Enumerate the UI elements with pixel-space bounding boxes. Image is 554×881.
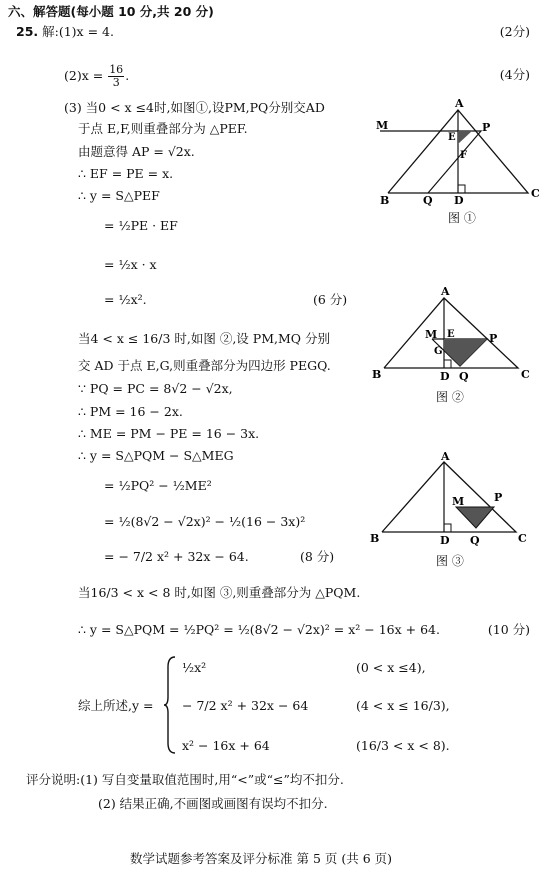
- p3-line6: = ½PE · EF: [104, 218, 178, 233]
- p3-line1: (3) 当0 < x ≤4时,如图①,设PM,PQ分别交AD: [64, 100, 325, 115]
- q25-p2-post: .: [125, 68, 130, 83]
- fig2-caption: 图 ②: [436, 390, 464, 404]
- figure-3: [368, 452, 548, 552]
- summary-label: 综上所述,y =: [78, 698, 154, 713]
- case1-cond: (0 < x ≤4),: [356, 660, 426, 675]
- fig1-label-f: F: [460, 150, 468, 161]
- fig3-label-m: M: [452, 495, 465, 508]
- p3b-line8: = ½(8√2 − √2x)² − ½(16 − 3x)²: [104, 514, 306, 529]
- fig1-label-q: Q: [423, 194, 433, 206]
- fig2-label-p: P: [489, 332, 498, 345]
- p3c-line2: ∴ y = S△PQM = ½PQ² = ½(8√2 − √2x)² = x² − 16x + 64.: [78, 622, 440, 637]
- fig2-overlap-pegq: [444, 339, 487, 366]
- q25-p2-frac: [108, 64, 124, 89]
- case3-expr: x² − 16x + 64: [182, 738, 270, 753]
- p3c-score: (10 分): [487, 622, 530, 637]
- p3-line7: = ½x · x: [104, 257, 157, 272]
- p3b-line3: ∵ PQ = PC = 8√2 − √2x,: [78, 381, 233, 396]
- grading-note-1: 评分说明:(1) 写自变量取值范围时,用“<”或“≤”均不扣分.: [26, 772, 344, 787]
- p3b-line5: ∴ ME = PM − PE = 16 − 3x.: [78, 426, 260, 441]
- q25-p1-text: 解:(1)x = 4.: [42, 24, 114, 39]
- fig1-label-e: E: [448, 132, 456, 143]
- p3b-line1: 当4 < x ≤ 16/3 时,如图 ②,设 PM,MQ 分别: [78, 331, 330, 346]
- p3-line5: ∴ y = S△PEF: [78, 188, 160, 203]
- fig1-overlap-pef: [458, 131, 472, 144]
- p3b-line2: 交 AD 于点 E,G,则重叠部分为四边形 PEGQ.: [78, 358, 331, 373]
- p3-line8: = ½x².: [104, 292, 147, 307]
- fig3-label-q: Q: [470, 534, 480, 547]
- p3-line4: ∴ EF = PE = x.: [78, 166, 174, 181]
- page-footer: 数学试题参考答案及评分标准 第 5 页 (共 6 页): [130, 851, 393, 866]
- fig2-label-e: E: [447, 329, 455, 340]
- fig3-label-a: A: [441, 452, 450, 463]
- p3b-line7: = ½PQ² − ½ME²: [104, 478, 212, 493]
- case1-expr: ½x²: [182, 660, 207, 675]
- q25-part1: [16, 24, 114, 40]
- fig2-label-a: A: [441, 286, 450, 298]
- fig2-label-b: B: [372, 368, 382, 381]
- q25-p1-score: (2分): [499, 24, 530, 39]
- case2-cond: (4 < x ≤ 16/3),: [356, 698, 450, 713]
- p3-line2: 于点 E,F,则重叠部分为 △PEF.: [78, 121, 248, 136]
- q25-p2-score: (4分): [499, 67, 530, 82]
- fig2-label-d: D: [440, 370, 450, 383]
- figure-1: [368, 98, 548, 206]
- fig1-label-d: D: [454, 194, 464, 206]
- fig1-right-angle: [458, 185, 465, 193]
- fig1-label-a: A: [455, 98, 464, 110]
- fig2-label-g: G: [434, 346, 443, 357]
- fig3-right-angle: [444, 524, 451, 532]
- fig3-label-p: P: [494, 491, 503, 504]
- fig1-label-b: B: [380, 194, 390, 206]
- figure-2: [368, 286, 548, 386]
- q25-label: 25.: [16, 24, 39, 39]
- section-title: 六、解答题(每小题 10 分,共 20 分): [8, 4, 214, 19]
- fig3-label-c: C: [518, 532, 527, 545]
- p3b-line9: = − 7/2 x² + 32x − 64.: [104, 549, 249, 564]
- p3b-score: (8 分): [300, 549, 335, 564]
- case3-cond: (16/3 < x < 8).: [356, 738, 450, 753]
- p3-score1: (6 分): [313, 292, 348, 307]
- frac-numerator: 16: [109, 63, 124, 76]
- q25-p2-pre: (2)x =: [64, 68, 104, 83]
- fig1-label-c: C: [531, 187, 540, 200]
- frac-denominator: 3: [112, 76, 120, 89]
- fig1-label-m: M: [376, 119, 389, 132]
- p3c-line1: 当16/3 < x < 8 时,如图 ③,则重叠部分为 △PQM.: [78, 585, 361, 600]
- fig3-label-d: D: [440, 534, 450, 547]
- piecewise-brace: [163, 655, 177, 755]
- grading-note-2: (2) 结果正确,不画图或画图有误均不扣分.: [98, 796, 328, 811]
- fig2-label-c: C: [521, 368, 530, 381]
- fig1-caption: 图 ①: [448, 211, 476, 225]
- fig2-label-q: Q: [459, 370, 469, 383]
- fig3-label-b: B: [370, 532, 380, 545]
- p3-line3: 由题意得 AP = √2x.: [78, 144, 195, 159]
- p3b-line4: ∴ PM = 16 − 2x.: [78, 404, 183, 419]
- fig2-label-m: M: [425, 328, 438, 341]
- fig1-label-p: P: [482, 121, 491, 134]
- fig3-caption: 图 ③: [436, 554, 464, 568]
- fig2-right-angle: [444, 360, 451, 368]
- q25-part2: [64, 64, 129, 89]
- case2-expr: − 7/2 x² + 32x − 64: [182, 698, 309, 713]
- fig3-overlap-pqm: [456, 507, 494, 528]
- p3b-line6: ∴ y = S△PQM − S△MEG: [78, 448, 234, 463]
